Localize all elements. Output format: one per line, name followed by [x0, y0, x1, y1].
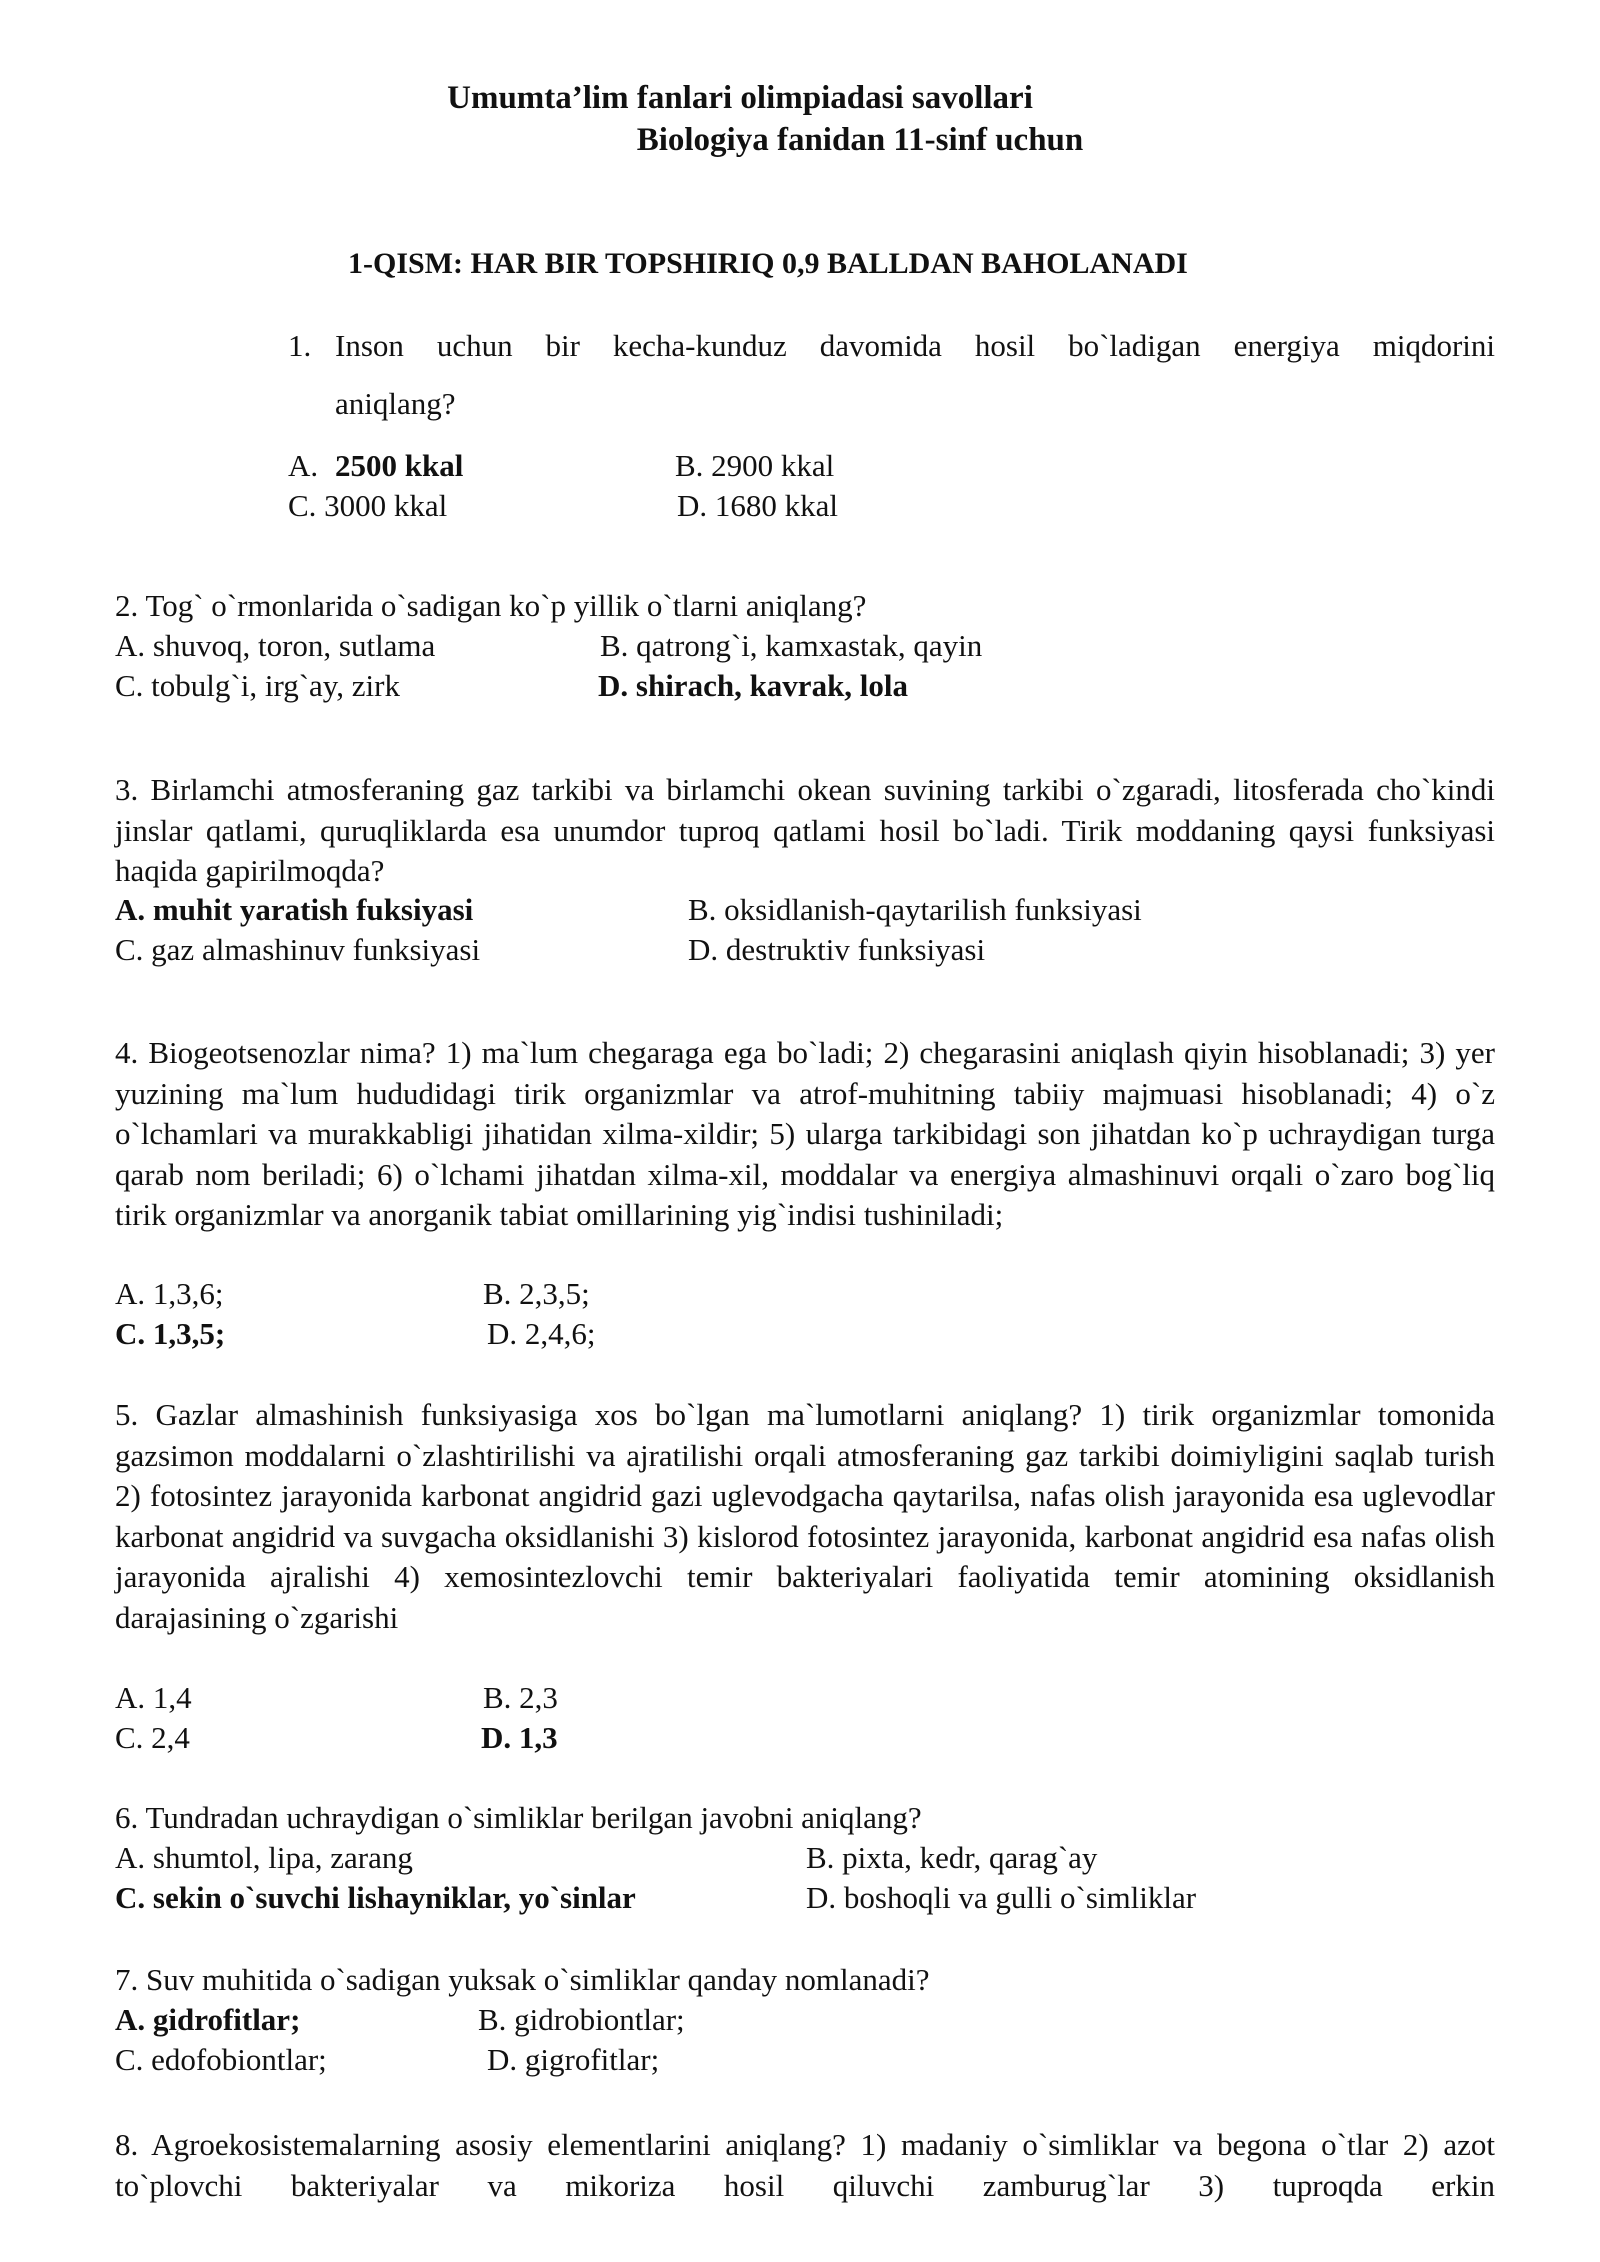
q6-option-c-answer: C. sekin o`suvchi lishayniklar, yo`sinlar	[115, 1880, 636, 1915]
section-heading: 1-QISM: HAR BIR TOPSHIRIQ 0,9 BALLDAN BAHOLANADI	[348, 247, 1188, 280]
q5-option-a: A. 1,4	[115, 1680, 192, 1715]
q4-option-b: B. 2,3,5;	[483, 1276, 590, 1311]
q3-option-a-answer: A. muhit yaratish fuksiyasi	[115, 892, 474, 927]
q7-option-b: B. gidrobiontlar;	[478, 2002, 685, 2037]
q4-option-d: D. 2,4,6;	[487, 1316, 596, 1351]
q6-text: 6. Tundradan uchraydigan o`simliklar berilgan javobni aniqlang?	[115, 1800, 922, 1835]
q6-option-a: A. shumtol, lipa, zarang	[115, 1840, 413, 1875]
q2-option-c: C. tobulg`i, irg`ay, zirk	[115, 668, 400, 703]
q2-text: 2. Tog` o`rmonlarida o`sadigan ko`p yillik o`tlarni aniqlang?	[115, 588, 867, 623]
q5-option-d-answer: D. 1,3	[481, 1720, 558, 1755]
q1-number: 1.	[288, 328, 312, 363]
q1-option-d: D. 1680 kkal	[677, 488, 839, 523]
q6-option-b: B. pixta, kedr, qarag`ay	[806, 1840, 1098, 1875]
q2-option-b: B. qatrong`i, kamxastak, qayin	[600, 628, 983, 663]
q5-text: 5. Gazlar almashinish funksiyasiga xos bo`lgan ma`lumotlarni aniqlang? 1) tirik organizmlar tomonida gazsimon moddalarni o`zlashtirilishi va ajratilishi orqali atmosferaning gaz tarkibi doimiyligini saqlab turish 2) fotosintez jarayonida karbonat angidrid gazi uglevodgacha qaytarilsa, nafas olish jarayonida esa uglevodlar karbonat angidrid va suvgacha oksidlanishi 3) kislorod fotosintez jarayonida, karbonat angidrid esa nafas olish jarayonida ajralishi 4) xemosintezlovchi temir bakteriyalari faoliyatida temir atomining oksidlanish darajasining o`zgarishi	[115, 1397, 1495, 1635]
q4-option-c-answer: C. 1,3,5;	[115, 1316, 226, 1351]
q3-option-b: B. oksidlanish-qaytarilish funksiyasi	[688, 892, 1142, 927]
q8-text: 8. Agroekosistemalarning asosiy elementlarini aniqlang? 1) madaniy o`simliklar va begona o`tlar 2) azot to`plovchi bakteriyalar va mikoriza hosil qiluvchi zamburug`lar 3) tuproqda erkin	[115, 2127, 1495, 2203]
q3-text: 3. Birlamchi atmosferaning gaz tarkibi va birlamchi okean suvining tarkibi o`zgaradi, litosferada cho`kindi jinslar qatlami, quruqliklarda esa unumdor tuproq qatlami hosil bo`ladi. Tirik moddaning qaysi funksiyasi haqida gapirilmoqda?	[115, 772, 1495, 888]
q1-option-a-answer: 2500 kkal	[335, 448, 464, 483]
q7-text: 7. Suv muhitida o`sadigan yuksak o`simliklar qanday nomlanadi?	[115, 1962, 930, 1997]
q1-option-b: B. 2900 kkal	[675, 448, 835, 483]
q1-text-line1: Inson uchun bir kecha-kunduz davomida hosil bo`ladigan energiya miqdorini	[335, 328, 1495, 363]
document-subtitle: Biologiya fanidan 11-sinf uchun	[636, 122, 1084, 158]
document-title: Umumta’lim fanlari olimpiadasi savollari	[447, 80, 1033, 116]
q1-text-line2: aniqlang?	[335, 386, 456, 421]
q1-option-c: C. 3000 kkal	[288, 488, 448, 523]
q2-option-d-answer: D. shirach, kavrak, lola	[598, 668, 909, 703]
q2-option-a: A. shuvoq, toron, sutlama	[115, 628, 436, 663]
q3-option-c: C. gaz almashinuv funksiyasi	[115, 932, 481, 967]
q5-option-c: C. 2,4	[115, 1720, 190, 1755]
q7-option-d: D. gigrofitlar;	[487, 2042, 660, 2077]
q6-option-d: D. boshoqli va gulli o`simliklar	[806, 1880, 1197, 1915]
q4-option-a: A. 1,3,6;	[115, 1276, 224, 1311]
q3-option-d: D. destruktiv funksiyasi	[688, 932, 986, 967]
q1-option-a-label: A.	[288, 448, 319, 483]
q7-option-a-answer: A. gidrofitlar;	[115, 2002, 301, 2037]
q5-option-b: B. 2,3	[483, 1680, 558, 1715]
q4-text: 4. Biogeotsenozlar nima? 1) ma`lum chegaraga ega bo`ladi; 2) chegarasini aniqlash qiyin hisoblanadi; 3) yer yuzining ma`lum hududidagi tirik organizmlar va atrof-muhitning tabiiy majmuasi hisoblanadi; 4) o`z o`lchamlari va murakkabligi jihatidan xilma-xildir; 5) ularga tarkibidagi son jihatdan ko`p uchraydigan turga qarab nom beriladi; 6) o`lchami jihatdan xilma-xil, moddalar va energiya almashinuvi orqali o`zaro bog`liq tirik organizmlar va anorganik tabiat omillarining yig`indisi tushiniladi;	[115, 1035, 1495, 1232]
q7-option-c: C. edofobiontlar;	[115, 2042, 327, 2077]
